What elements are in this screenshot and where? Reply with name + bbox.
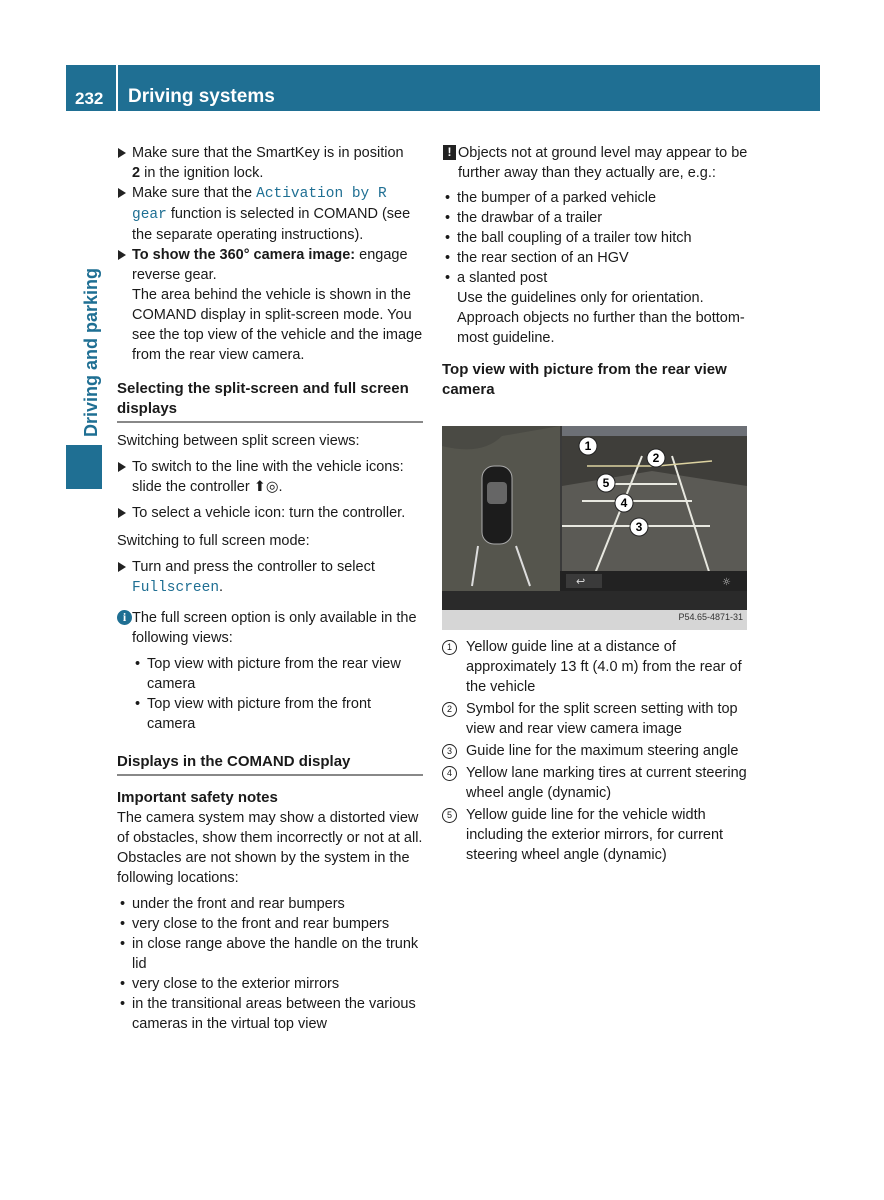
list-item: • in the transitional areas between the various cameras in the virtual top view: [117, 994, 423, 1034]
legend-item: 2 Symbol for the split screen setting with top view and rear view camera image: [442, 699, 748, 739]
info-note: i The full screen option is only available in the following views:: [117, 608, 423, 648]
step-activation: Make sure that the Activation by R gear function is selected in COMAND (see the separate operating instructions).: [117, 183, 423, 245]
text-safety: The camera system may show a distorted view of obstacles, show them incorrectly or not at all. Obstacles are not shown by the system in the following locations:: [117, 810, 423, 886]
page-title: Driving systems: [128, 86, 275, 107]
legend-item: 3 Guide line for the maximum steering angle: [442, 741, 748, 761]
list-item: • in close range above the handle on the trunk lid: [117, 934, 423, 974]
legend-item: 1 Yellow guide line at a distance of approximately 13 ft (4.0 m) from the rear of the vehicle: [442, 637, 748, 697]
list-item: • very close to the front and rear bumpers: [117, 914, 423, 934]
info-icon: i: [117, 610, 132, 625]
right-column: [442, 143, 748, 400]
sidebar-section-label: Driving and parking: [81, 267, 101, 437]
left-column: [117, 143, 423, 1034]
figure-legend: [442, 637, 748, 867]
svg-text:5: 5: [602, 476, 610, 490]
list-item: • the ball coupling of a trailer tow hitch: [442, 228, 748, 248]
text-guidelines: Use the guidelines only for orientation. Approach objects no further than the bottom-most guideline.: [457, 290, 745, 346]
list-item: • very close to the exterior mirrors: [117, 974, 423, 994]
list-item: • the drawbar of a trailer: [442, 208, 748, 228]
figure-heading: Top view with picture from the rear view camera: [442, 361, 727, 398]
svg-text:2: 2: [652, 451, 660, 465]
step-show-camera: To show the 360° camera image: engage reverse gear. The area behind the vehicle is shown in the COMAND display in split-screen mode. You see the top view of the vehicle and the image from the rear view camera.: [117, 245, 423, 365]
list-item: • Top view with picture from the rear view camera: [117, 654, 423, 694]
sidebar-tab-marker: [66, 445, 102, 489]
svg-text:4: 4: [620, 496, 628, 510]
camera-image: [442, 426, 747, 610]
legend-item: 4 Yellow lane marking tires at current steering wheel angle (dynamic): [442, 763, 748, 803]
step-select-icon: To select a vehicle icon: turn the controller.: [117, 503, 423, 523]
section-heading-split-screen: Selecting the split-screen and full screen displays: [117, 379, 423, 423]
list-item: • the bumper of a parked vehicle: [442, 188, 748, 208]
figure-code: P54.65-4871-31: [678, 612, 743, 622]
text-switch-split: Switching between split screen views:: [117, 433, 360, 449]
figure-caption-bar: [442, 610, 747, 630]
camera-screenshot: [442, 426, 747, 630]
legend-item: 5 Yellow guide line for the vehicle width including the exterior mirrors, for current steering wheel angle (dynamic): [442, 805, 748, 865]
step-switch-line: To switch to the line with the vehicle icons: slide the controller ⬆◎.: [117, 457, 423, 497]
svg-text:↩: ↩: [576, 575, 586, 588]
step-smartkey: Make sure that the SmartKey is in position 2 in the ignition lock.: [117, 143, 423, 183]
svg-text:1: 1: [584, 439, 592, 453]
code-activation: Activation by R gear: [132, 186, 387, 223]
warning-icon: !: [443, 145, 456, 160]
svg-text:☼: ☼: [722, 577, 731, 588]
list-item: • the rear section of an HGV: [442, 248, 748, 268]
section-heading-comand-display: Displays in the COMAND display: [117, 752, 423, 776]
list-item: • under the front and rear bumpers: [117, 894, 423, 914]
warning-note: ! Objects not at ground level may appear to be further away than they actually are, e.g.:: [442, 143, 748, 183]
text-switch-full: Switching to full screen mode:: [117, 533, 310, 549]
list-item: • a slanted post: [442, 268, 748, 288]
car-top-view: [482, 466, 512, 544]
header-divider: [116, 65, 118, 111]
svg-text:3: 3: [635, 520, 643, 534]
code-fullscreen: Fullscreen: [132, 580, 220, 596]
list-item: • Top view with picture from the front camera: [117, 694, 423, 734]
page-number: 232: [75, 89, 104, 108]
step-fullscreen: Turn and press the controller to select Fullscreen.: [117, 557, 423, 598]
subheading-safety-notes: Important safety notes: [117, 789, 278, 806]
